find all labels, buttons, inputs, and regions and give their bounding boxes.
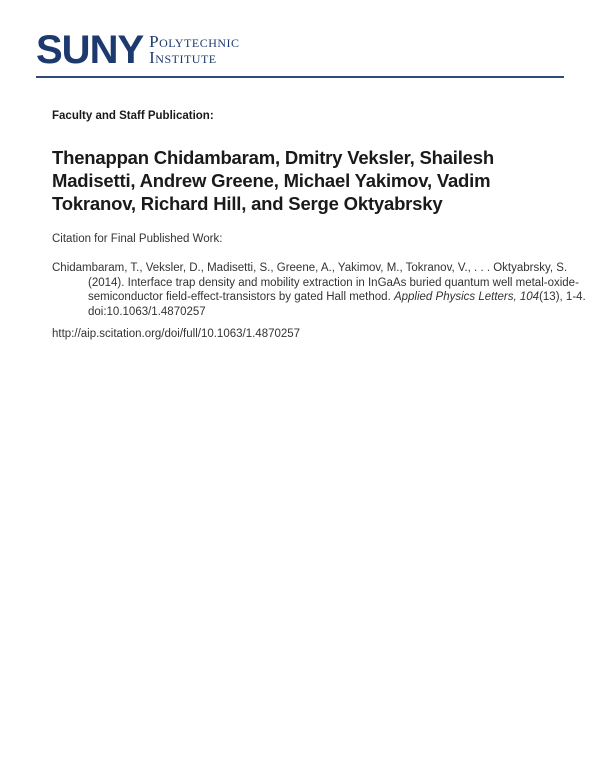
citation-journal: Applied Physics Letters, 104 [393, 291, 540, 303]
header-divider [36, 76, 564, 78]
author-list: Thenappan Chidambaram, Dmitry Veksler, Shailesh Madisetti, Andrew Greene, Michael Yakimov, Vadim Tokranov, Richard Hill, and Serge Oktyabrsky [52, 147, 494, 214]
logo-line-2: Institute [149, 48, 217, 67]
citation-label: Citation for Final Published Work: [52, 233, 223, 245]
logo-line-1: Polytechnic [149, 32, 240, 51]
citation-part-2: (13), 1-4. doi:10.1063/1.4870257 [88, 291, 586, 318]
suny-poly-logo [36, 30, 240, 70]
article-url[interactable]: http://aip.scitation.org/doi/full/10.1063/1.4870257 [52, 328, 301, 340]
citation-text [52, 261, 588, 319]
logo-subtitle [149, 34, 239, 66]
logo-suny-text: SUNY [36, 28, 144, 72]
publication-label: Faculty and Staff Publication: [52, 110, 214, 122]
citation-part-1: Chidambaram, T., Veksler, D., Madisetti, S., Greene, A., Yakimov, M., Tokranov, V., . . . Oktyabrsky, S. (2014). Interface trap density and mobility extraction in InGaAs buried quantum well metal-oxide-semiconductor field-effect-transistors by gated Hall method. [52, 262, 579, 303]
